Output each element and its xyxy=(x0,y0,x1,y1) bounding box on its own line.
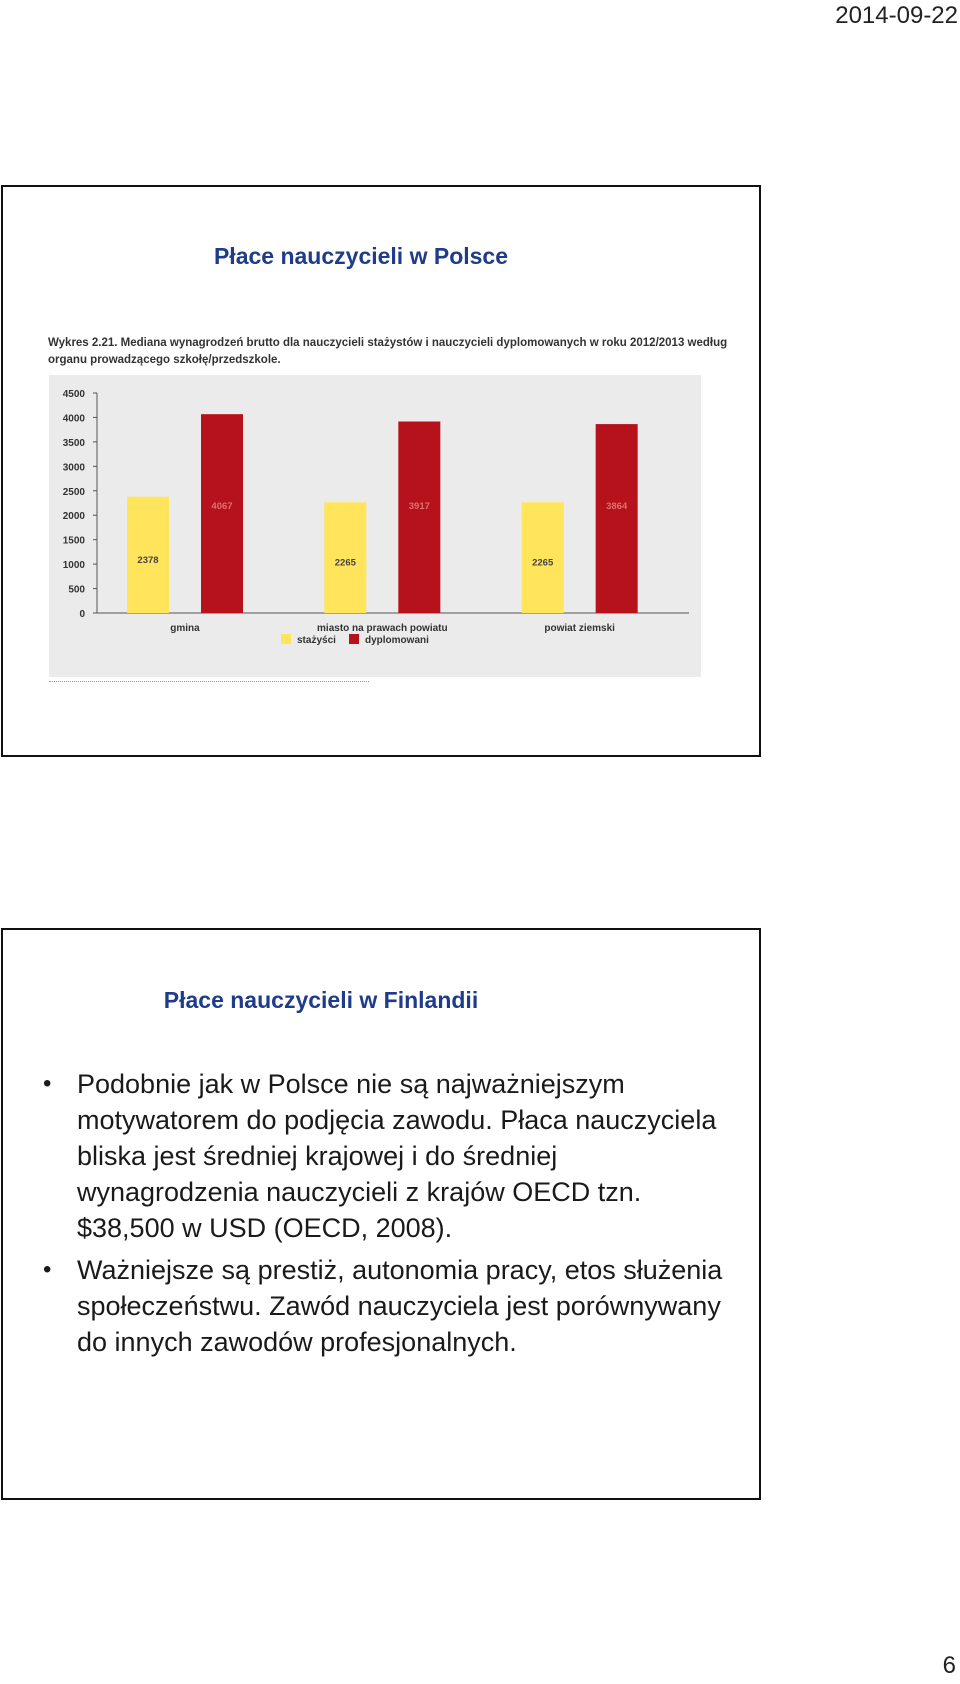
bullet-list xyxy=(43,1066,743,1366)
source-note-line xyxy=(49,681,369,685)
y-tick-label: 4500 xyxy=(62,389,85,400)
y-tick-label: 4000 xyxy=(62,413,85,425)
y-tick-label: 500 xyxy=(68,584,85,596)
slide-finland-salaries xyxy=(1,928,761,1500)
bullet-text: Podobnie jak w Polsce nie są najważniejszym motywatorem do podjęcia zawodu. Płaca nauczyciela bliska jest średniej krajowej i do średniej wynagrodzenia nauczycieli z krajów OECD tzn. $38,500 w USD (OECD, 2008). xyxy=(77,1069,717,1243)
legend-label: stażyści xyxy=(297,635,336,646)
slide-title: Płace nauczycieli w Polsce xyxy=(213,243,509,269)
page-number: 6 xyxy=(942,1652,956,1679)
bullet-item xyxy=(43,1252,743,1360)
legend-label: dyplomowani xyxy=(365,635,429,646)
bar-value-label: 3917 xyxy=(408,501,430,513)
bar-dyplomowani xyxy=(596,424,638,613)
category-label: powiat ziemski xyxy=(544,623,615,634)
bar-dyplomowani xyxy=(201,414,243,613)
y-tick-label: 3000 xyxy=(62,462,85,474)
slide-title: Płace nauczycieli w Finlandii xyxy=(163,987,479,1013)
bar-value-label: 2265 xyxy=(532,557,554,569)
bullet-dot-icon: • xyxy=(43,1256,52,1283)
y-tick-label: 1500 xyxy=(62,535,85,547)
y-tick-label: 3500 xyxy=(62,437,85,449)
slide-poland-salaries xyxy=(1,185,761,757)
bullet-item xyxy=(43,1066,743,1246)
y-tick-label: 2000 xyxy=(62,511,85,523)
bar-value-label: 2378 xyxy=(137,554,159,566)
category-label: miasto na prawach powiatu xyxy=(317,623,448,634)
header-date: 2014-09-22 xyxy=(835,2,958,29)
bar-dyplomowani xyxy=(398,422,440,613)
legend-swatch xyxy=(281,634,291,644)
legend-swatch xyxy=(349,634,359,644)
bar-value-label: 3864 xyxy=(606,501,628,513)
bar-value-label: 2265 xyxy=(334,557,356,569)
chart-svg xyxy=(49,375,701,677)
salary-bar-chart xyxy=(49,375,701,677)
y-tick-label: 2500 xyxy=(62,486,85,498)
category-label: gmina xyxy=(170,623,200,634)
bar-value-label: 4067 xyxy=(211,501,233,513)
figure-caption: Wykres 2.21. Mediana wynagrodzeń brutto dla nauczycieli stażystów i nauczycieli dyplomowanych w roku 2012/2013 według organu prowadzącego szkołę/przedszkole. xyxy=(48,337,728,366)
bullet-dot-icon: • xyxy=(43,1070,52,1097)
y-tick-label: 1000 xyxy=(62,560,85,572)
bullet-text: Ważniejsze są prestiż, autonomia pracy, etos służenia społeczeństwu. Zawód nauczyciela jest porównywany do innych zawodów profesjonalnych. xyxy=(77,1255,723,1357)
y-tick-label: 0 xyxy=(79,609,85,620)
